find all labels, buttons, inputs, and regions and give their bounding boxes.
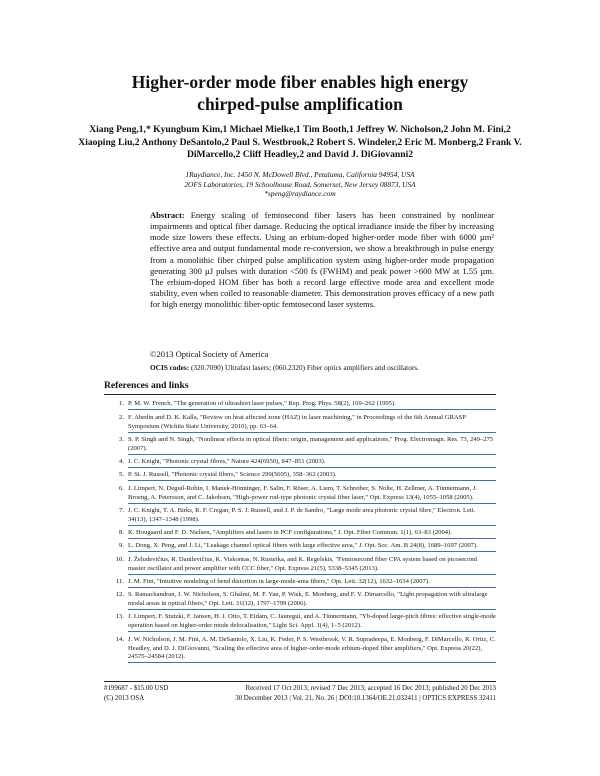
reference-number: 8. [119, 529, 124, 537]
paper-title [60, 71, 540, 115]
reference-number: 1. [119, 400, 124, 408]
reference-number: 10. [115, 555, 124, 563]
reference-link[interactable]: J. W. Nicholson, J. M. Fini, A. M. DeSantolo, X. Liu, K. Feder, P. S. Westbrook, V. R. Supradeepa, E. Monberg, F. DiMarcello, R. Ortiz, C. Headley, and D. J. DiGiovanni, "Scaling the effective area of higher-order-mode erbium-doped fiber amplifiers," Opt. Express 20(22), 24575–24584 (2012). [128, 636, 496, 664]
reference-link[interactable]: K. Hougaard and F. D. Nielsen, "Amplifiers and lasers in PCF configurations," J. Opt. Fiber Commun. 1(1), 63–83 (2004). [128, 529, 496, 539]
abstract-text: Energy scaling of femtosecond fiber lasers has been constrained by nonlinear impairments and optical fiber damage. Reducing the optical irradiance inside the fiber by increasing mode size lowers these effects. Using an erbium-doped higher-order mode fiber with 6000 µm² effective area and output fundamental mode re-conversion, we show a breakthrough in pulse energy from a monolithic fiber chirped pulse amplification system using higher-order mode propagation generating 300 µJ pulses with duration <500 fs (FWHM) and peak power >600 MW at 1.55 µm. The erbium-doped HOM fiber has both a record large effective mode area and excellent mode stability, even when coiled to reasonable diameter. This demonstration proves efficacy of a new path for high energy monolithic fiber-optic femtosecond laser systems. [150, 210, 494, 310]
reference-number: 3. [119, 435, 124, 443]
reference-item [104, 591, 496, 610]
reference-item [104, 542, 496, 552]
footer-price: #199687 - $15.00 USD [104, 685, 169, 692]
affiliation-1: 1Raydiance, Inc. 1450 N. McDowell Blvd., Petaluma, California 94954, USA [185, 170, 415, 179]
footer-rule [104, 681, 496, 682]
footer-copyright: (C) 2013 OSA [104, 695, 145, 702]
reference-number: 6. [119, 484, 124, 492]
reference-link[interactable]: J. C. Knight, "Photonic crystal fibres," Nature 424(6950), 847–851 (2003). [128, 458, 496, 468]
reference-number: 12. [115, 591, 124, 599]
reference-item [104, 613, 496, 632]
reference-item [104, 485, 496, 504]
reference-number: 9. [119, 542, 124, 550]
title-line-2: chirped-pulse amplification [197, 94, 403, 114]
reference-link[interactable]: P. St. J. Russell, "Photonic crystal fibers," Science 299(5605), 358–362 (2003). [128, 471, 496, 481]
ocis-text: (320.7090) Ultrafast lasers; (060.2320) Fiber optics amplifiers and oscillators. [190, 363, 419, 372]
references-top-rule [104, 394, 496, 395]
reference-item [104, 436, 496, 455]
footer-citation: 30 December 2013 | Vol. 21, No. 26 | DOI:10.1364/OE.21.032411 | OPTICS EXPRESS 32411 [235, 695, 496, 702]
reference-number: 13. [115, 613, 124, 621]
reference-link[interactable]: F. Abedin and D. K. Kalla, "Review on heat affected zone (HAZ) in laser machining," in Proceedings of the 6th Annual GRASP Symposium (Wichita State University, 2010), pp. 63–64. [128, 414, 496, 433]
abstract-label: Abstract: [150, 210, 185, 220]
abstract [150, 210, 494, 310]
affiliation-2: 2OFS Laboratories, 19 Schoolhouse Road, Somerset, New Jersey 08873, USA [184, 179, 416, 189]
reference-link[interactable]: S. Ramachandran, J. W. Nicholson, S. Ghalmi, M. F. Yan, P. Wisk, E. Monberg, and F. V. Dimarcello, "Light propagation with ultralarge modal areas in optical fibers," Opt. Lett. 31(12), 1797–1799 (2006). [128, 591, 496, 610]
footer-dates: Received 17 Oct 2013; revised 7 Dec 2013; accepted 16 Dec 2013; published 20 Dec 2013 [245, 685, 496, 692]
reference-list [104, 397, 496, 663]
reference-link[interactable]: J. Limpert, F. Stutzki, F. Jansen, H. J. Otto, T. Eidam, C. Jauregui, and A. Tünnermann, "Yb-doped large-pitch fibres: effective single-mode operation based on higher-order mode delocalisation," Light Sci. Appl. 1(4), 1–5 (2012). [128, 613, 496, 632]
reference-number: 11. [116, 577, 124, 585]
reference-item [104, 578, 496, 588]
reference-link[interactable]: J. Želudevičius, R. Danilevičius, K. Viskontas, N. Rusteika, and K. Regelskis, "Femtosecond fiber CPA system based on picosecond master oscillator and power amplifier with CCC fiber," Opt. Express 21(5), 5338–5345 (2013). [128, 556, 496, 575]
reference-item [104, 507, 496, 526]
author-list: Xiang Peng,1,* Kyungbum Kim,1 Michael Mielke,1 Tim Booth,1 Jeffrey W. Nicholson,2 John M. Fini,2 Xiaoping Liu,2 Anthony DeSantolo,2 Paul S. Westbrook,2 Robert S. Windeler,2 Eric M. Monberg,2 Frank V. DiMarcello,2 Cliff Headley,2 and David J. DiGiovanni2 [78, 124, 522, 160]
title-line-1: Higher-order mode fiber enables high energy [131, 72, 469, 92]
reference-link[interactable]: J. Limpert, N. Deguil-Robin, I. Manek-Hönninger, F. Salin, F. Röser, A. Liem, T. Schreiber, S. Nolte, H. Zellmer, A. Tünnermann, J. Broeng, A. Petersson, and C. Jakobsen, "High-power rod-type photonic crystal fiber laser," Opt. Express 13(4), 1055–1058 (2005). [128, 485, 496, 504]
affiliations [100, 170, 500, 199]
reference-link[interactable]: L. Dong, X. Peng, and J. Li, "Leakage channel optical fibers with large effective area," J. Opt. Soc. Am. B 24(8), 1689–1697 (2007). [128, 542, 496, 552]
reference-item [104, 636, 496, 664]
copyright-notice: ©2013 Optical Society of America [150, 349, 269, 359]
reference-item [104, 414, 496, 433]
reference-link[interactable]: J. M. Fini, "Intuitive modeling of bend distortion in large-mode-area fibers," Opt. Lett. 32(12), 1632–1634 (2007). [128, 578, 496, 588]
reference-item [104, 471, 496, 481]
ocis-codes [150, 363, 500, 373]
reference-link[interactable]: J. C. Knight, T. A. Birks, R. F. Cregan, P. S. J. Russell, and J. P. de Sandro, "Large mode area photonic crystal fibre," Electron. Lett. 34(13), 1347–1348 (1998). [128, 507, 496, 526]
reference-number: 14. [115, 635, 124, 643]
reference-number: 5. [119, 471, 124, 479]
reference-item [104, 458, 496, 468]
reference-number: 4. [119, 458, 124, 466]
corresponding-email[interactable]: *speng@raydiance.com [264, 189, 336, 199]
references-heading: References and links [104, 380, 189, 391]
reference-link[interactable]: S. P. Singh and N. Singh, "Nonlinear effects in optical fibers: origin, management and applications," Prog. Electromagn. Res. 73, 249–275 (2007). [128, 436, 496, 455]
reference-number: 7. [119, 506, 124, 514]
reference-item [104, 400, 496, 410]
reference-item [104, 529, 496, 539]
ocis-label: OCIS codes: [150, 363, 190, 372]
reference-number: 2. [119, 413, 124, 421]
reference-link[interactable]: P. M. W. French, "The generation of ultrashort laser pulses," Rep. Prog. Phys. 58(2), 169–262 (1995). [128, 400, 496, 410]
reference-item [104, 556, 496, 575]
